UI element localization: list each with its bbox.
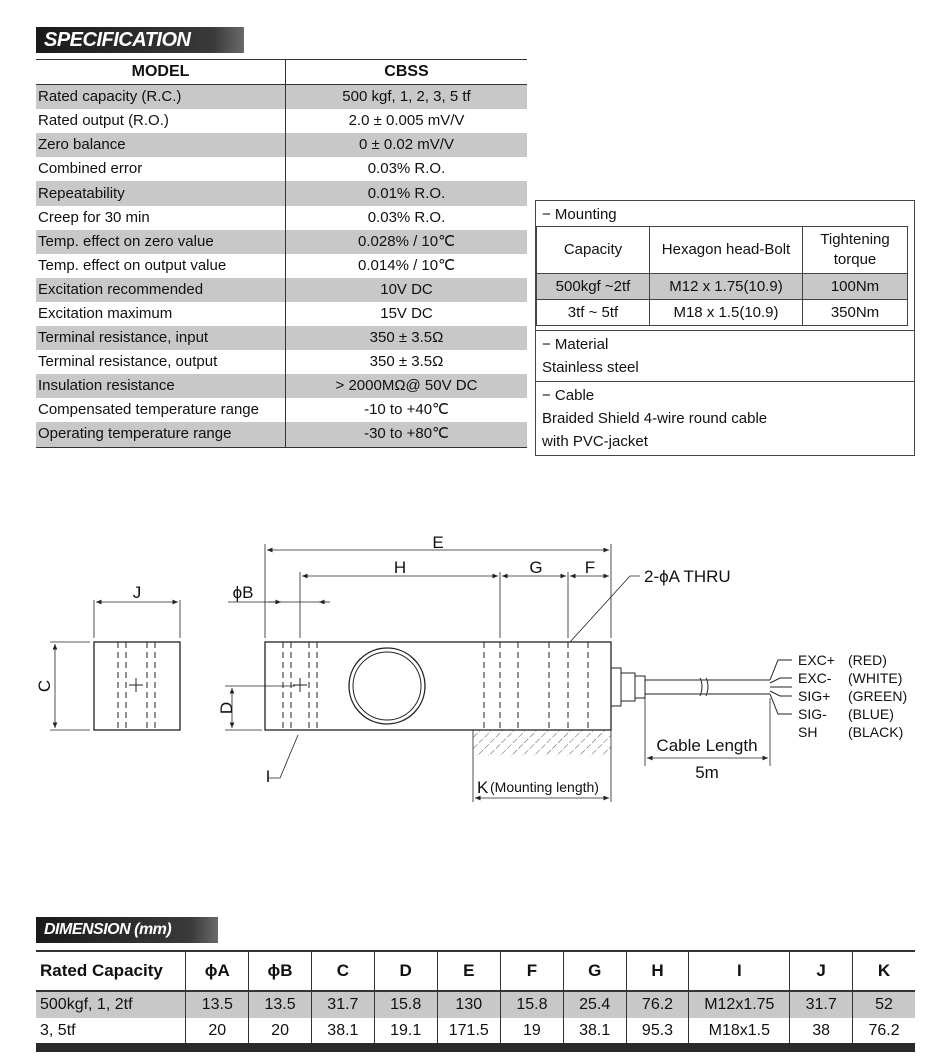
spec-label: Rated capacity (R.C.) (36, 85, 286, 110)
dimension-column-header: Rated Capacity (36, 951, 186, 991)
spec-label: Rated output (R.O.) (38, 112, 169, 130)
dimension-column-header: J (790, 951, 853, 991)
label-i: I (265, 767, 271, 786)
label-mounting-length: (Mounting length) (490, 779, 599, 795)
spec-label: Excitation recommended (36, 278, 286, 302)
dimension-cell: 500kgf, 1, 2tf (36, 991, 186, 1018)
specification-header (36, 27, 244, 53)
cable-title: − Cable (542, 387, 595, 404)
spec-value: 500 kgf, 1, 2, 3, 5 tf (286, 85, 528, 110)
spec-label: Terminal resistance, input (36, 326, 286, 350)
spec-value: 350 ± 3.5Ω (286, 326, 528, 350)
dimension-cell: 171.5 (437, 1018, 500, 1045)
dimension-cell: M12x1.75 (689, 991, 790, 1018)
spec-label: Combined error (38, 160, 143, 178)
spec-row (36, 278, 527, 302)
wire-name: SIG- (798, 706, 827, 722)
mounting-table (536, 226, 908, 326)
dimension-cell: 95.3 (626, 1018, 689, 1045)
dimension-column-header: F (501, 951, 564, 991)
spec-row (36, 326, 527, 350)
wire-color: (GREEN) (848, 688, 908, 704)
spec-value: -10 to +40℃ (286, 398, 528, 422)
dimension-cell: 13.5 (249, 991, 312, 1018)
mount-cell: 3tf ~ 5tf (537, 300, 650, 326)
cbss-column-header: CBSS (286, 60, 528, 85)
wire-color: (RED) (848, 652, 887, 668)
dimension-row (36, 991, 915, 1018)
label-thru: 2-ϕA THRU (644, 567, 731, 586)
spec-value: -30 to +80℃ (286, 422, 528, 447)
specification-title: SPECIFICATION (44, 28, 191, 51)
bottom-bar (36, 1043, 915, 1052)
mounting-header-row (537, 227, 908, 274)
dimension-cell: 19.1 (374, 1018, 437, 1045)
spec-row (36, 206, 527, 230)
mount-header-capacity: Capacity (537, 227, 650, 274)
spec-label: Zero balance (36, 133, 286, 157)
spec-row (36, 85, 527, 110)
dimension-cell: 15.8 (374, 991, 437, 1018)
spec-label: Temp. effect on output value (38, 256, 227, 274)
specification-table (36, 59, 527, 448)
mount-cell: 500kgf ~2tf (537, 274, 650, 300)
spec-row (36, 157, 527, 181)
spec-value: 0.028% / 10℃ (286, 230, 528, 254)
mounting-row (537, 274, 908, 300)
dimension-cell: 38.1 (563, 1018, 626, 1045)
material-value: Stainless steel (542, 359, 639, 376)
spec-value: 350 ± 3.5Ω (286, 350, 528, 374)
mount-cell: M18 x 1.5(10.9) (650, 300, 803, 326)
dimension-column-header: I (689, 951, 790, 991)
material-section (536, 330, 914, 381)
label-f: F (584, 558, 596, 577)
dimension-cell: 76.2 (626, 991, 689, 1018)
dimension-cell: M18x1.5 (689, 1018, 790, 1045)
mounting-section (536, 201, 914, 326)
end-view (50, 600, 180, 730)
spec-label: Temp. effect on zero value (36, 230, 286, 254)
dimension-title: DIMENSION (mm) (44, 921, 172, 938)
mount-header-bolt: Hexagon head-Bolt (650, 227, 803, 274)
spec-header-row (36, 60, 527, 85)
cable-section (536, 381, 914, 455)
spec-row (36, 230, 527, 254)
spec-label: Terminal resistance, output (38, 353, 218, 371)
label-phi-b: ϕB (232, 583, 254, 602)
spec-value: 10V DC (286, 278, 528, 302)
spec-value: 0.03% R.O. (286, 157, 528, 181)
label-cable-value: 5m (695, 763, 719, 782)
dimension-table (36, 950, 915, 1045)
spec-value: 0.014% / 10℃ (286, 254, 528, 278)
label-e: E (432, 533, 444, 552)
dimension-column-header: D (374, 951, 437, 991)
spec-label: Creep for 30 min (38, 208, 150, 226)
wire-name: EXC+ (798, 652, 835, 668)
spec-row (36, 374, 527, 398)
dimension-column-header: ϕA (186, 951, 249, 991)
wire-labels (798, 652, 907, 740)
dimension-column-header: ϕB (249, 951, 312, 991)
dimension-cell: 20 (186, 1018, 249, 1045)
spec-row (36, 422, 527, 447)
mount-cell: 100Nm (803, 274, 908, 300)
dimension-cell: 76.2 (853, 1018, 915, 1045)
mounting-row (537, 300, 908, 326)
dimension-cell: 25.4 (563, 991, 626, 1018)
spec-label: Excitation maximum (38, 304, 173, 322)
dimension-cell: 19 (501, 1018, 564, 1045)
dimension-cell: 38 (790, 1018, 853, 1045)
dimension-cell: 130 (437, 991, 500, 1018)
spec-label: Insulation resistance (36, 374, 286, 398)
spec-value: > 2000MΩ@ 50V DC (286, 374, 528, 398)
dimension-row (36, 1018, 915, 1045)
material-title: − Material (542, 336, 609, 353)
label-g: G (529, 558, 543, 577)
dimension-column-header: K (853, 951, 915, 991)
spec-row (36, 350, 527, 374)
spec-row (36, 109, 527, 133)
dimension-column-header: E (437, 951, 500, 991)
mount-cell: M12 x 1.75(10.9) (650, 274, 803, 300)
label-cable-length: Cable Length (656, 736, 758, 755)
spec-row (36, 398, 527, 422)
dimension-cell: 15.8 (501, 991, 564, 1018)
spec-label: Operating temperature range (36, 422, 286, 447)
label-j: J (132, 583, 142, 602)
wire-color: (BLACK) (848, 724, 904, 740)
dimension-column-header: C (311, 951, 374, 991)
spec-row (36, 133, 527, 157)
dimension-header (36, 917, 218, 943)
load-cell-drawing (0, 520, 949, 820)
wire-color: (BLUE) (848, 706, 894, 722)
label-k: K (477, 778, 489, 797)
dimension-cell: 38.1 (311, 1018, 374, 1045)
label-d: D (217, 701, 236, 715)
spec-value: 0 ± 0.02 mV/V (286, 133, 528, 157)
mount-cell: 350Nm (803, 300, 908, 326)
spec-value: 15V DC (286, 302, 528, 326)
spec-row (36, 254, 527, 278)
mounting-material-cable-box (535, 200, 915, 456)
spec-row (36, 302, 527, 326)
model-column-header: MODEL (36, 60, 286, 85)
dimension-cell: 31.7 (790, 991, 853, 1018)
spec-label: Repeatability (36, 181, 286, 205)
cable-line-1: Braided Shield 4-wire round cable (542, 410, 768, 427)
mounting-title: − Mounting (542, 206, 617, 223)
cable-line-2: with PVC-jacket (542, 433, 648, 450)
dimension-cell: 20 (249, 1018, 312, 1045)
dimension-column-header: G (563, 951, 626, 991)
wire-name: SH (798, 724, 818, 740)
spec-label: Compensated temperature range (38, 401, 259, 419)
spec-value: 2.0 ± 0.005 mV/V (286, 109, 528, 133)
spec-value: 0.03% R.O. (286, 206, 528, 230)
dimension-cell: 13.5 (186, 991, 249, 1018)
spec-value: 0.01% R.O. (286, 181, 528, 205)
wire-color: (WHITE) (848, 670, 903, 686)
label-h: H (393, 558, 407, 577)
spec-row (36, 181, 527, 205)
label-c: C (35, 679, 54, 693)
dimension-cell: 31.7 (311, 991, 374, 1018)
wire-name: EXC- (798, 670, 832, 686)
dimension-header-row (36, 951, 915, 991)
dimension-cell: 3, 5tf (36, 1018, 186, 1045)
mount-header-torque: Tightening torque (803, 227, 908, 274)
dimension-cell: 52 (853, 991, 915, 1018)
wire-name: SIG+ (798, 688, 831, 704)
dimension-column-header: H (626, 951, 689, 991)
